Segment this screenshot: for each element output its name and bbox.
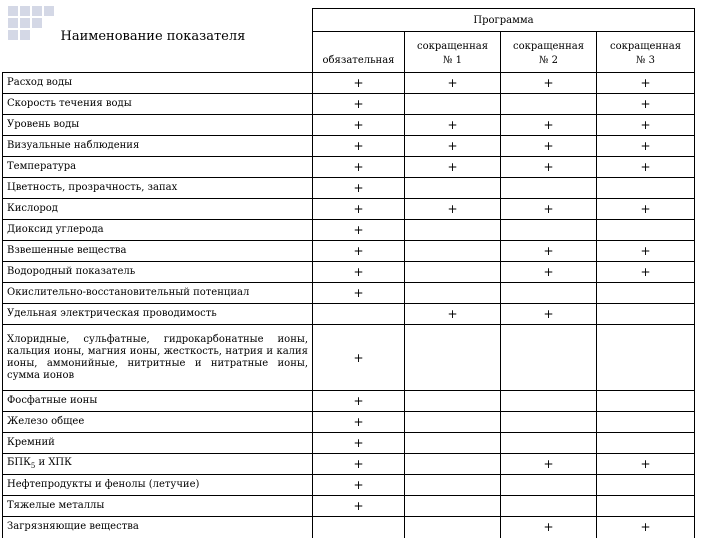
indicator-name: Водородный показатель bbox=[3, 262, 313, 283]
program-mark-cell: + bbox=[313, 262, 405, 283]
table-row bbox=[3, 136, 695, 157]
indicator-name-header: Наименование показателя bbox=[3, 9, 313, 73]
program-mark-cell: + bbox=[313, 283, 405, 304]
table-row bbox=[3, 262, 695, 283]
subscript: 5 bbox=[30, 461, 36, 470]
program-mark-cell: + bbox=[597, 115, 695, 136]
table-row bbox=[3, 73, 695, 94]
program-mark-cell bbox=[501, 220, 597, 241]
program-mark-cell bbox=[405, 475, 501, 496]
table-row bbox=[3, 325, 695, 391]
program-mark-cell: + bbox=[313, 391, 405, 412]
program-mark-cell bbox=[597, 496, 695, 517]
indicator-name: Хлоридные, сульфатные, гидрокарбонатные ионы, кальция ионы, магния ионы, жесткость, натрия и калия ионы, аммонийные, нитритные и нитратные ионы, сумма ионов bbox=[3, 325, 313, 391]
table-row bbox=[3, 433, 695, 454]
program-mark-cell bbox=[405, 220, 501, 241]
program-mark-cell bbox=[597, 178, 695, 199]
program-mark-cell bbox=[405, 241, 501, 262]
program-mark-cell: + bbox=[313, 433, 405, 454]
program-mark-cell bbox=[501, 94, 597, 115]
program-mark-cell bbox=[405, 283, 501, 304]
table-row bbox=[3, 115, 695, 136]
program-mark-cell: + bbox=[501, 73, 597, 94]
program-mark-cell: + bbox=[597, 241, 695, 262]
program-mark-cell: + bbox=[405, 73, 501, 94]
program-mark-cell bbox=[597, 220, 695, 241]
program-mark-cell: + bbox=[501, 199, 597, 220]
program-mark-cell: + bbox=[313, 178, 405, 199]
program-mark-cell bbox=[597, 433, 695, 454]
program-mark-cell bbox=[501, 475, 597, 496]
program-mark-cell: + bbox=[501, 304, 597, 325]
indicator-name: Нефтепродукты и фенолы (летучие) bbox=[3, 475, 313, 496]
program-mark-cell bbox=[501, 412, 597, 433]
program-mark-cell bbox=[597, 304, 695, 325]
program-mark-cell: + bbox=[501, 136, 597, 157]
program-mark-cell: + bbox=[501, 115, 597, 136]
table-row bbox=[3, 304, 695, 325]
program-mark-cell: + bbox=[597, 262, 695, 283]
program-mark-cell bbox=[597, 475, 695, 496]
table-row bbox=[3, 199, 695, 220]
table-row bbox=[3, 157, 695, 178]
program-mark-cell bbox=[405, 433, 501, 454]
program-mark-cell: + bbox=[597, 199, 695, 220]
table-row bbox=[3, 454, 695, 475]
indicator-name: Расход воды bbox=[3, 73, 313, 94]
program-header: Программа bbox=[313, 9, 695, 32]
program-mark-cell: + bbox=[405, 199, 501, 220]
indicator-name: Фосфатные ионы bbox=[3, 391, 313, 412]
program-mark-cell: + bbox=[597, 94, 695, 115]
program-mark-cell bbox=[405, 412, 501, 433]
column-header-reduced-1: сокращенная № 1 bbox=[405, 32, 501, 73]
program-mark-cell bbox=[405, 496, 501, 517]
program-mark-cell: + bbox=[313, 115, 405, 136]
indicator-name: Удельная электрическая проводимость bbox=[3, 304, 313, 325]
program-mark-cell: + bbox=[405, 115, 501, 136]
program-mark-cell: + bbox=[313, 157, 405, 178]
program-mark-cell: + bbox=[597, 517, 695, 538]
table-row bbox=[3, 283, 695, 304]
program-mark-cell: + bbox=[313, 412, 405, 433]
program-mark-cell: + bbox=[313, 73, 405, 94]
indicator-name: Загрязняющие вещества bbox=[3, 517, 313, 538]
indicator-name: Окислительно-восстановительный потенциал bbox=[3, 283, 313, 304]
indicator-name: Тяжелые металлы bbox=[3, 496, 313, 517]
table-row bbox=[3, 496, 695, 517]
program-mark-cell bbox=[597, 391, 695, 412]
column-header-reduced-3: сокращенная № 3 bbox=[597, 32, 695, 73]
program-mark-cell bbox=[501, 178, 597, 199]
table-row bbox=[3, 391, 695, 412]
program-mark-cell bbox=[597, 325, 695, 391]
program-mark-cell bbox=[313, 517, 405, 538]
table-row bbox=[3, 517, 695, 538]
program-mark-cell: + bbox=[313, 325, 405, 391]
program-mark-cell bbox=[313, 304, 405, 325]
program-mark-cell: + bbox=[501, 262, 597, 283]
program-mark-cell bbox=[405, 178, 501, 199]
program-mark-cell bbox=[597, 412, 695, 433]
program-mark-cell: + bbox=[313, 241, 405, 262]
program-mark-cell: + bbox=[313, 199, 405, 220]
table-row bbox=[3, 475, 695, 496]
program-mark-cell: + bbox=[313, 475, 405, 496]
program-mark-cell: + bbox=[313, 136, 405, 157]
table-row bbox=[3, 178, 695, 199]
program-mark-cell bbox=[405, 94, 501, 115]
program-mark-cell: + bbox=[597, 136, 695, 157]
program-mark-cell bbox=[501, 283, 597, 304]
program-mark-cell: + bbox=[405, 136, 501, 157]
program-mark-cell bbox=[501, 391, 597, 412]
indicator-name: Уровень воды bbox=[3, 115, 313, 136]
program-mark-cell: + bbox=[405, 157, 501, 178]
program-mark-cell: + bbox=[597, 454, 695, 475]
indicator-name: Взвешенные вещества bbox=[3, 241, 313, 262]
indicator-name: Кислород bbox=[3, 199, 313, 220]
table-row bbox=[3, 94, 695, 115]
program-mark-cell: + bbox=[501, 454, 597, 475]
indicator-name: Диоксид углерода bbox=[3, 220, 313, 241]
indicator-name: Температура bbox=[3, 157, 313, 178]
indicator-name: $БПК_5$ и ХПК bbox=[3, 454, 313, 475]
program-mark-cell: + bbox=[313, 454, 405, 475]
program-mark-cell bbox=[501, 496, 597, 517]
program-mark-cell: + bbox=[313, 220, 405, 241]
program-mark-cell: + bbox=[313, 94, 405, 115]
program-mark-cell bbox=[597, 283, 695, 304]
indicators-table bbox=[2, 8, 695, 538]
table-row bbox=[3, 220, 695, 241]
program-mark-cell: + bbox=[501, 157, 597, 178]
table-row bbox=[3, 241, 695, 262]
program-mark-cell bbox=[405, 391, 501, 412]
program-mark-cell: + bbox=[597, 73, 695, 94]
program-mark-cell: + bbox=[597, 157, 695, 178]
program-mark-cell: + bbox=[501, 517, 597, 538]
program-mark-cell bbox=[405, 325, 501, 391]
column-header-mandatory: обязательная bbox=[313, 32, 405, 73]
program-mark-cell: + bbox=[405, 304, 501, 325]
program-mark-cell bbox=[501, 433, 597, 454]
program-mark-cell bbox=[405, 517, 501, 538]
program-mark-cell bbox=[501, 325, 597, 391]
indicator-name: Цветность, прозрачность, запах bbox=[3, 178, 313, 199]
indicator-name: Скорость течения воды bbox=[3, 94, 313, 115]
program-mark-cell: + bbox=[313, 496, 405, 517]
indicator-name: Кремний bbox=[3, 433, 313, 454]
program-mark-cell bbox=[405, 454, 501, 475]
table-row bbox=[3, 412, 695, 433]
indicator-name: Визуальные наблюдения bbox=[3, 136, 313, 157]
indicator-name: Железо общее bbox=[3, 412, 313, 433]
column-header-reduced-2: сокращенная № 2 bbox=[501, 32, 597, 73]
program-mark-cell bbox=[405, 262, 501, 283]
program-mark-cell: + bbox=[501, 241, 597, 262]
